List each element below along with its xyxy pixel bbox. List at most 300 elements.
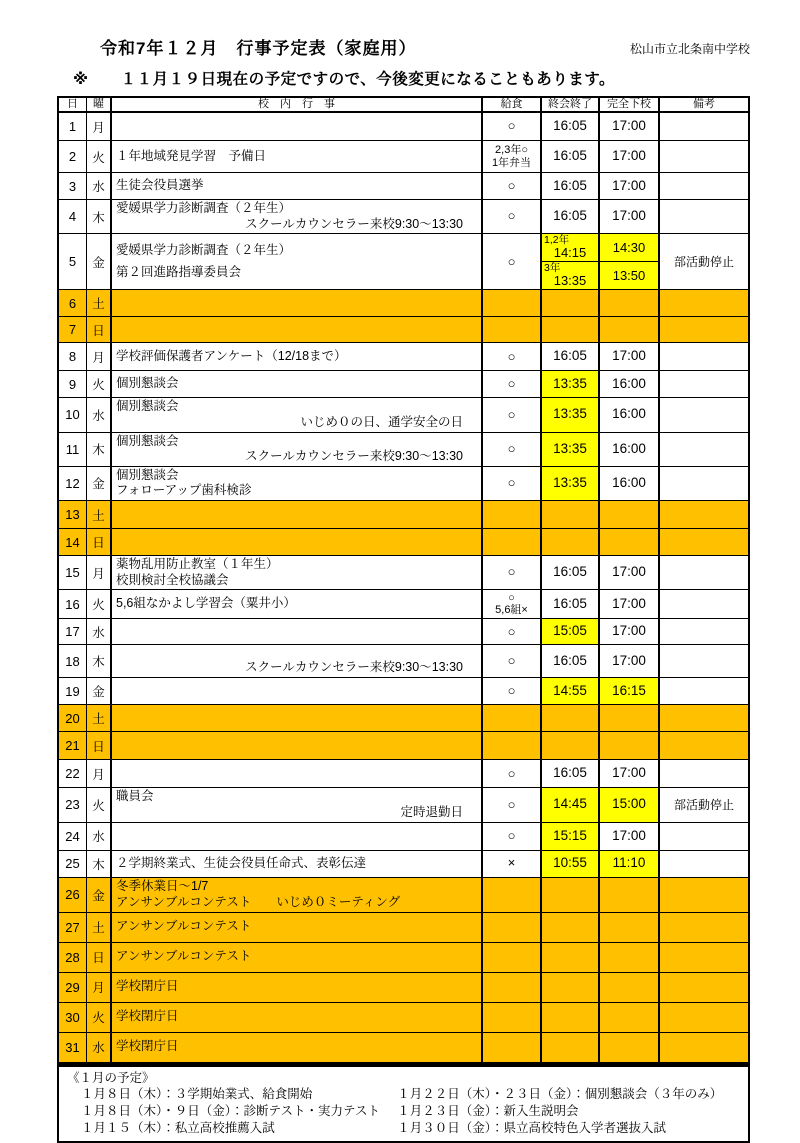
events-cell	[112, 732, 483, 760]
weekday-cell: 月	[87, 760, 112, 788]
table-row-4	[59, 200, 748, 234]
weekday-cell: 金	[87, 678, 112, 705]
table-row-7	[59, 317, 748, 343]
table-row-5	[59, 234, 748, 290]
meal-text: ○	[508, 476, 516, 490]
event-text: 第２回進路指導委員会	[116, 265, 477, 281]
leave-time-cell: 17:00	[600, 200, 660, 234]
table-row-25	[59, 851, 748, 878]
day-cell: 12	[59, 467, 87, 501]
event-text: 個別懇談会	[116, 399, 477, 415]
day-cell: 25	[59, 851, 87, 878]
end-time-cell	[542, 529, 600, 556]
events-cell	[112, 529, 483, 556]
leave-time-cell	[600, 290, 660, 317]
events-cell	[112, 788, 483, 822]
day-cell: 13	[59, 501, 87, 529]
event-text: 定時退勤日	[116, 805, 477, 821]
events-cell	[112, 678, 483, 705]
leave-time-cell: 17:00	[600, 343, 660, 371]
table-row-17	[59, 619, 748, 645]
day-cell: 1	[59, 113, 87, 141]
event-text: １年地域発見学習 予備日	[116, 149, 477, 165]
meal-text: ○	[508, 684, 516, 698]
end-time-cell	[542, 973, 600, 1003]
weekday-cell: 金	[87, 878, 112, 913]
meal-cell	[483, 760, 542, 788]
remarks-cell	[660, 501, 748, 529]
table-row-15	[59, 556, 748, 590]
leave-time-cell	[600, 317, 660, 343]
footer-item: １月２３日（金）：新入生説明会	[383, 1103, 740, 1120]
footer-item: １月８日（木）・９日（金）：診断テスト・実力テスト	[67, 1103, 383, 1120]
remarks-cell	[660, 943, 748, 973]
january-plan-box	[57, 1065, 750, 1143]
events-cell	[112, 234, 483, 290]
end-time-cell	[542, 234, 600, 290]
weekday-cell: 火	[87, 141, 112, 173]
events-cell	[112, 113, 483, 141]
end-time-cell: 15:05	[542, 619, 600, 645]
event-text: 生徒会役員選挙	[116, 178, 477, 194]
table-row-11	[59, 433, 748, 467]
weekday-cell: 月	[87, 113, 112, 141]
remarks-cell	[660, 590, 748, 619]
remarks-cell	[660, 1003, 748, 1033]
end-time-cell	[542, 878, 600, 913]
day-cell: 22	[59, 760, 87, 788]
remarks-cell: 部活動停止	[660, 788, 748, 822]
weekday-cell: 月	[87, 343, 112, 371]
meal-cell	[483, 556, 542, 590]
weekday-cell: 水	[87, 1033, 112, 1063]
column-header-leave: 完全下校	[600, 98, 660, 113]
day-cell: 18	[59, 645, 87, 678]
meal-cell	[483, 113, 542, 141]
weekday-cell: 金	[87, 234, 112, 290]
events-cell	[112, 200, 483, 234]
end-time-cell: 10:55	[542, 851, 600, 878]
leave-time-cell	[600, 501, 660, 529]
end-time-cell	[542, 732, 600, 760]
table-row-24	[59, 823, 748, 851]
leave-time-cell	[600, 1033, 660, 1063]
leave-time-cell: 17:00	[600, 556, 660, 590]
event-text: アンサンブルコンテスト	[116, 919, 477, 935]
leave-time-cell	[600, 529, 660, 556]
remarks-cell	[660, 760, 748, 788]
meal-cell	[483, 943, 542, 973]
table-row-27	[59, 913, 748, 943]
weekday-cell: 火	[87, 1003, 112, 1033]
event-text: 愛媛県学力診断調査（２年生）	[116, 243, 477, 259]
events-cell	[112, 590, 483, 619]
end-time-cell	[542, 317, 600, 343]
event-text: いじめ０の日、通学安全の日	[116, 415, 477, 431]
weekday-cell: 火	[87, 788, 112, 822]
weekday-cell: 日	[87, 529, 112, 556]
leave-time-cell: 17:00	[600, 141, 660, 173]
table-row-19	[59, 678, 748, 705]
remarks-cell	[660, 529, 748, 556]
meal-text: ○	[508, 408, 516, 422]
events-cell	[112, 467, 483, 501]
column-header-remarks: 備考	[660, 98, 748, 113]
footer-heading: 《１月の予定》	[67, 1070, 740, 1086]
remarks-cell	[660, 556, 748, 590]
table-row-21	[59, 732, 748, 760]
leave-time-cell	[600, 878, 660, 913]
weekday-cell: 日	[87, 732, 112, 760]
event-text: スクールカウンセラー来校9:30～13:30	[116, 217, 477, 233]
table-row-10	[59, 398, 748, 432]
leave-time-cell: 17:00	[600, 590, 660, 619]
weekday-cell: 土	[87, 705, 112, 732]
event-text: スクールカウンセラー来校9:30～13:30	[116, 660, 477, 676]
events-cell	[112, 398, 483, 432]
event-text: 個別懇談会	[116, 468, 477, 484]
leave-time-cell: 16:00	[600, 371, 660, 398]
leave-time-cell	[600, 1003, 660, 1033]
remarks-cell	[660, 467, 748, 501]
end-time-cell: 16:05	[542, 760, 600, 788]
column-header-meal: 給食	[483, 98, 542, 113]
revision-note: ※ １１月１９日現在の予定ですので、今後変更になることもあります。	[73, 67, 800, 89]
meal-text: ○	[508, 209, 516, 223]
day-cell: 15	[59, 556, 87, 590]
footer-columns	[67, 1086, 740, 1137]
table-row-2	[59, 141, 748, 173]
weekday-cell: 火	[87, 590, 112, 619]
end-time-cell	[542, 1033, 600, 1063]
leave-time-cell	[600, 973, 660, 1003]
leave-time-cell: 17:00	[600, 113, 660, 141]
end-time-cell: 14:55	[542, 678, 600, 705]
remarks-cell	[660, 973, 748, 1003]
page-title: 令和7年１２月 行事予定表（家庭用）	[100, 34, 416, 59]
table-row-31	[59, 1033, 748, 1063]
day-cell: 4	[59, 200, 87, 234]
event-text: 個別懇談会	[116, 434, 477, 450]
footer-item: １月３０日（金）：県立高校特色入学者選抜入試	[383, 1120, 740, 1137]
table-row-18	[59, 645, 748, 678]
day-cell: 24	[59, 823, 87, 851]
day-cell: 2	[59, 141, 87, 173]
table-row-14	[59, 529, 748, 556]
meal-cell	[483, 529, 542, 556]
table-row-22	[59, 760, 748, 788]
end-time-cell	[542, 501, 600, 529]
end-time-cell: 16:05	[542, 173, 600, 200]
leave-time-cell	[600, 705, 660, 732]
event-text: 校則検討全校協議会	[116, 573, 477, 589]
event-text: スクールカウンセラー来校9:30～13:30	[116, 449, 477, 465]
leave-time-cell: 16:00	[600, 433, 660, 467]
meal-text: ○	[508, 565, 516, 579]
event-text: アンサンブルコンテスト いじめ０ミーティング	[116, 895, 477, 911]
weekday-cell: 水	[87, 173, 112, 200]
event-text	[116, 647, 477, 660]
weekday-cell: 木	[87, 851, 112, 878]
events-cell	[112, 317, 483, 343]
meal-text: ○	[508, 255, 516, 269]
events-cell	[112, 173, 483, 200]
event-text: 冬季休業日～1/7	[116, 879, 477, 895]
meal-text: ○	[508, 350, 516, 364]
day-cell: 20	[59, 705, 87, 732]
table-row-26	[59, 878, 748, 913]
column-header-end-time: 終会終了	[542, 98, 600, 113]
column-header-events: 校 内 行 事	[112, 98, 483, 113]
event-text: アンサンブルコンテスト	[116, 949, 477, 965]
time-subcell: 1,2年 14:15	[542, 234, 598, 261]
meal-cell	[483, 590, 542, 619]
end-time-cell: 16:05	[542, 113, 600, 141]
meal-text: ○	[508, 767, 516, 781]
end-time-cell: 13:35	[542, 371, 600, 398]
day-cell: 16	[59, 590, 87, 619]
day-cell: 21	[59, 732, 87, 760]
meal-text: ○	[508, 179, 516, 193]
events-cell	[112, 371, 483, 398]
leave-time-cell: 16:00	[600, 398, 660, 432]
table-row-9	[59, 371, 748, 398]
table-row-23	[59, 788, 748, 822]
remarks-cell	[660, 823, 748, 851]
day-cell: 27	[59, 913, 87, 943]
end-time-cell	[542, 913, 600, 943]
day-cell: 23	[59, 788, 87, 822]
remarks-cell	[660, 433, 748, 467]
footer-item: １月２２日（木）・２３日（金）：個別懇談会（３年のみ）	[383, 1086, 740, 1103]
meal-cell	[483, 1003, 542, 1033]
events-cell	[112, 851, 483, 878]
weekday-cell: 土	[87, 501, 112, 529]
meal-cell	[483, 467, 542, 501]
meal-cell	[483, 433, 542, 467]
events-cell	[112, 973, 483, 1003]
weekday-cell: 火	[87, 371, 112, 398]
remarks-cell	[660, 913, 748, 943]
table-header-row	[59, 98, 748, 113]
meal-cell	[483, 732, 542, 760]
events-cell	[112, 1003, 483, 1033]
meal-text: 1年弁当	[492, 157, 531, 169]
event-text: 職員会	[116, 789, 477, 805]
meal-cell	[483, 913, 542, 943]
weekday-cell: 木	[87, 200, 112, 234]
table-row-8	[59, 343, 748, 371]
table-row-3	[59, 173, 748, 200]
day-cell: 31	[59, 1033, 87, 1063]
remarks-cell	[660, 851, 748, 878]
event-text: 個別懇談会	[116, 376, 477, 392]
weekday-cell: 土	[87, 913, 112, 943]
meal-text: ○	[508, 654, 516, 668]
weekday-cell: 水	[87, 823, 112, 851]
column-header-weekday: 曜	[87, 98, 112, 113]
events-cell	[112, 556, 483, 590]
day-cell: 11	[59, 433, 87, 467]
day-cell: 9	[59, 371, 87, 398]
remarks-cell	[660, 705, 748, 732]
table-row-30	[59, 1003, 748, 1033]
leave-time-cell: 11:10	[600, 851, 660, 878]
event-text: 学校閉庁日	[116, 1039, 477, 1055]
leave-time-cell	[600, 943, 660, 973]
remarks-cell	[660, 317, 748, 343]
meal-cell	[483, 823, 542, 851]
remarks-cell	[660, 678, 748, 705]
end-time-cell	[542, 943, 600, 973]
end-time-cell: 16:05	[542, 590, 600, 619]
events-cell	[112, 619, 483, 645]
time-subcell: 14:30	[600, 234, 658, 261]
meal-cell	[483, 234, 542, 290]
remarks-cell	[660, 645, 748, 678]
weekday-cell: 日	[87, 943, 112, 973]
events-cell	[112, 290, 483, 317]
leave-time-cell	[600, 913, 660, 943]
weekday-cell: 金	[87, 467, 112, 501]
footer-item: １月１５（木）：私立高校推薦入試	[67, 1120, 383, 1137]
event-text: 学校評価保護者アンケート（12/18まで）	[116, 349, 477, 365]
end-time-cell: 13:35	[542, 467, 600, 501]
meal-cell	[483, 705, 542, 732]
footer-left-column	[67, 1086, 383, 1137]
leave-time-cell: 16:15	[600, 678, 660, 705]
events-cell	[112, 878, 483, 913]
end-time-cell	[542, 705, 600, 732]
day-cell: 5	[59, 234, 87, 290]
leave-time-cell	[600, 732, 660, 760]
events-cell	[112, 823, 483, 851]
event-text: 学校閉庁日	[116, 1009, 477, 1025]
remarks-cell	[660, 113, 748, 141]
weekday-cell: 水	[87, 619, 112, 645]
event-text: 愛媛県学力診断調査（２年生）	[116, 201, 477, 217]
leave-time-cell	[600, 234, 660, 290]
events-cell	[112, 913, 483, 943]
meal-text: ○	[508, 442, 516, 456]
meal-cell	[483, 173, 542, 200]
leave-time-cell: 15:00	[600, 788, 660, 822]
remarks-cell	[660, 290, 748, 317]
events-cell	[112, 943, 483, 973]
end-time-cell: 16:05	[542, 200, 600, 234]
meal-cell	[483, 788, 542, 822]
events-cell	[112, 141, 483, 173]
event-text: 5,6組なかよし学習会（粟井小）	[116, 596, 477, 612]
meal-cell	[483, 678, 542, 705]
event-text: ２学期終業式、生徒会役員任命式、表彰伝達	[116, 856, 477, 872]
day-cell: 29	[59, 973, 87, 1003]
remarks-cell	[660, 343, 748, 371]
column-header-day: 日	[59, 98, 87, 113]
time-subcell: 3年 13:35	[542, 261, 598, 289]
event-text: 学校閉庁日	[116, 979, 477, 995]
time-subcell: 13:50	[600, 261, 658, 289]
weekday-cell: 日	[87, 317, 112, 343]
events-cell	[112, 433, 483, 467]
events-cell	[112, 501, 483, 529]
table-row-6	[59, 290, 748, 317]
day-cell: 28	[59, 943, 87, 973]
end-time-cell: 16:05	[542, 645, 600, 678]
remarks-cell	[660, 878, 748, 913]
meal-text: ○	[508, 798, 516, 812]
meal-cell	[483, 317, 542, 343]
meal-text: ×	[508, 856, 516, 870]
meal-cell	[483, 501, 542, 529]
meal-cell	[483, 973, 542, 1003]
meal-cell	[483, 371, 542, 398]
table-row-12	[59, 467, 748, 501]
events-cell	[112, 760, 483, 788]
events-cell	[112, 343, 483, 371]
day-cell: 19	[59, 678, 87, 705]
event-text: フォローアップ歯科検診	[116, 483, 477, 499]
weekday-cell: 木	[87, 433, 112, 467]
end-time-cell: 13:35	[542, 433, 600, 467]
end-time-cell: 16:05	[542, 556, 600, 590]
weekday-cell: 月	[87, 556, 112, 590]
remarks-cell	[660, 173, 748, 200]
remarks-cell: 部活動停止	[660, 234, 748, 290]
leave-time-cell: 17:00	[600, 645, 660, 678]
meal-cell	[483, 851, 542, 878]
school-name: 松山市立北条南中学校	[630, 40, 750, 59]
remarks-cell	[660, 200, 748, 234]
weekday-cell: 水	[87, 398, 112, 432]
meal-cell	[483, 878, 542, 913]
meal-text: 2,3年○	[495, 144, 528, 156]
meal-cell	[483, 398, 542, 432]
meal-cell	[483, 141, 542, 173]
weekday-cell: 木	[87, 645, 112, 678]
footer-item: １月８日（木）：３学期始業式、給食開始	[67, 1086, 383, 1103]
page-header	[0, 34, 750, 59]
table-row-29	[59, 973, 748, 1003]
schedule-table	[57, 96, 750, 1065]
leave-time-cell: 16:00	[600, 467, 660, 501]
table-row-28	[59, 943, 748, 973]
footer-right-column	[383, 1086, 740, 1137]
meal-cell	[483, 619, 542, 645]
day-cell: 6	[59, 290, 87, 317]
remarks-cell	[660, 732, 748, 760]
end-time-cell: 13:35	[542, 398, 600, 432]
meal-cell	[483, 1033, 542, 1063]
end-time-cell: 15:15	[542, 823, 600, 851]
end-time-cell: 16:05	[542, 343, 600, 371]
meal-text: ○	[508, 625, 516, 639]
end-time-cell: 16:05	[542, 141, 600, 173]
meal-text: ○	[508, 377, 516, 391]
leave-time-cell: 17:00	[600, 760, 660, 788]
table-body	[59, 113, 748, 1063]
day-cell: 10	[59, 398, 87, 432]
table-row-13	[59, 501, 748, 529]
remarks-cell	[660, 371, 748, 398]
end-time-cell	[542, 1003, 600, 1033]
table-row-1	[59, 113, 748, 141]
meal-text: 5,6組×	[495, 604, 528, 616]
events-cell	[112, 645, 483, 678]
remarks-cell	[660, 619, 748, 645]
event-text: 薬物乱用防止教室（１年生）	[116, 557, 477, 573]
remarks-cell	[660, 1033, 748, 1063]
